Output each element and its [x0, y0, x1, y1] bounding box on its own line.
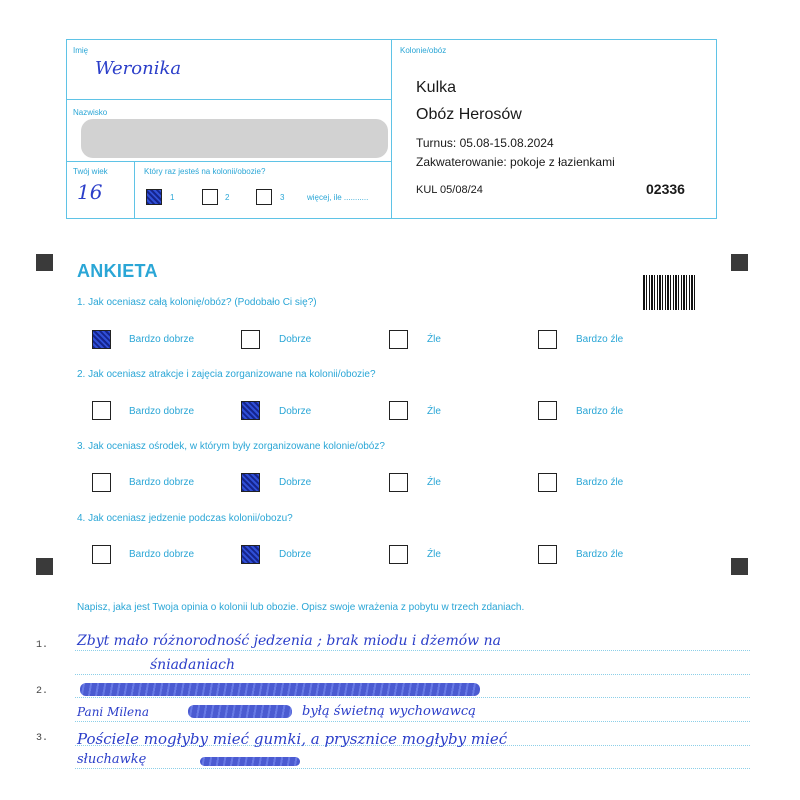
opinion-text-2a[interactable]: Pani Milena: [77, 705, 150, 719]
answer-checkbox[interactable]: [389, 401, 408, 420]
divider: [134, 161, 135, 219]
answer-label: Źle: [427, 477, 441, 488]
line-number: 1.: [36, 640, 49, 651]
age-label: Twój wiek: [73, 167, 108, 176]
alignment-marker: [36, 254, 53, 271]
crossed-out-text: [200, 757, 300, 766]
answer-checkbox[interactable]: [92, 330, 111, 349]
answer-label: Bardzo źle: [576, 477, 624, 488]
answer-checkbox[interactable]: [92, 401, 111, 420]
times-option-more: więcej, ile ...........: [307, 193, 369, 202]
answer-checkbox[interactable]: [241, 401, 260, 420]
alignment-marker: [36, 558, 53, 575]
answer-label: Bardzo źle: [576, 334, 624, 345]
divider: [67, 161, 391, 162]
answer-checkbox[interactable]: [241, 545, 260, 564]
answer-label: Źle: [427, 334, 441, 345]
camp-name: Kulka: [416, 79, 457, 96]
survey-title: ANKIETA: [77, 261, 158, 281]
header-form: [66, 39, 717, 219]
name-field[interactable]: Weronika: [95, 58, 182, 79]
answer-label: Źle: [427, 406, 441, 417]
camp-code: KUL 05/08/24: [416, 184, 483, 196]
answer-line: [75, 650, 750, 651]
opinion-prompt: Napisz, jaka jest Twoja opinia o kolonii lub obozie. Opisz swoje wrażenia z pobytu w trzech zdaniach.: [77, 602, 525, 613]
question-text: 4. Jak oceniasz jedzenie podczas kolonii/obozu?: [77, 513, 293, 524]
answer-line: [75, 674, 750, 675]
alignment-marker: [731, 254, 748, 271]
answer-label: Źle: [427, 549, 441, 560]
answer-checkbox[interactable]: [538, 473, 557, 492]
answer-line: [75, 721, 750, 722]
answer-checkbox[interactable]: [241, 473, 260, 492]
answer-line: [75, 697, 750, 698]
barcode: [643, 275, 697, 310]
answer-line: [75, 768, 750, 769]
accommodation: Zakwaterowanie: pokoje z łazienkami: [416, 155, 615, 169]
camp-label: Kolonie/obóz: [400, 46, 447, 55]
answer-label: Bardzo dobrze: [129, 334, 195, 345]
opinion-text-3a[interactable]: Pościele mogłyby mieć gumki, a prysznice mogłyby mieć: [77, 730, 508, 748]
times-label: Który raz jesteś na kolonii/obozie?: [144, 167, 266, 176]
opinion-text-1b[interactable]: śniadaniach: [150, 657, 236, 673]
question-text: 1. Jak oceniasz całą kolonię/obóz? (Podobało Ci się?): [77, 297, 317, 308]
line-number: 3.: [36, 733, 49, 744]
times-checkbox-1[interactable]: [146, 189, 162, 205]
name-label: Imię: [73, 46, 89, 55]
answer-checkbox[interactable]: [92, 473, 111, 492]
answer-label: Bardzo źle: [576, 549, 624, 560]
redacted-surname: [81, 119, 388, 158]
answer-label: Bardzo dobrze: [129, 406, 195, 417]
answer-checkbox[interactable]: [389, 330, 408, 349]
answer-label: Bardzo dobrze: [129, 549, 195, 560]
alignment-marker: [731, 558, 748, 575]
times-checkbox-3[interactable]: [256, 189, 272, 205]
answer-checkbox[interactable]: [538, 401, 557, 420]
opinion-text-1a[interactable]: Zbyt mało różnorodność jedzenia ; brak miodu i dżemów na: [77, 633, 501, 649]
times-option-2: 2: [225, 193, 230, 202]
crossed-out-text: [80, 683, 480, 696]
question-text: 3. Jak oceniasz ośrodek, w którym były zorganizowane kolonie/obóz?: [77, 441, 385, 452]
answer-checkbox[interactable]: [538, 545, 557, 564]
answer-label: Bardzo dobrze: [129, 477, 195, 488]
crossed-out-text: [188, 705, 292, 718]
answer-label: Dobrze: [279, 406, 312, 417]
times-option-1: 1: [170, 193, 175, 202]
turnus: Turnus: 05.08-15.08.2024: [416, 136, 554, 150]
divider: [67, 99, 391, 100]
line-number: 2.: [36, 686, 49, 697]
surname-label: Nazwisko: [73, 108, 108, 117]
answer-checkbox[interactable]: [92, 545, 111, 564]
times-option-3: 3: [280, 193, 285, 202]
answer-checkbox[interactable]: [389, 545, 408, 564]
times-checkbox-2[interactable]: [202, 189, 218, 205]
opinion-text-2b[interactable]: byłą świetną wychowawcą: [302, 704, 476, 719]
divider: [391, 40, 392, 219]
camp-subtitle: Obóz Herosów: [416, 106, 522, 123]
age-field[interactable]: 16: [77, 180, 103, 204]
answer-label: Dobrze: [279, 477, 312, 488]
form-number: 02336: [646, 181, 685, 197]
answer-checkbox[interactable]: [538, 330, 557, 349]
question-text: 2. Jak oceniasz atrakcje i zajęcia zorganizowane na kolonii/obozie?: [77, 369, 376, 380]
answer-label: Bardzo źle: [576, 406, 624, 417]
answer-checkbox[interactable]: [241, 330, 260, 349]
answer-checkbox[interactable]: [389, 473, 408, 492]
answer-label: Dobrze: [279, 549, 312, 560]
answer-label: Dobrze: [279, 334, 312, 345]
opinion-text-3b[interactable]: słuchawkę: [77, 752, 147, 767]
